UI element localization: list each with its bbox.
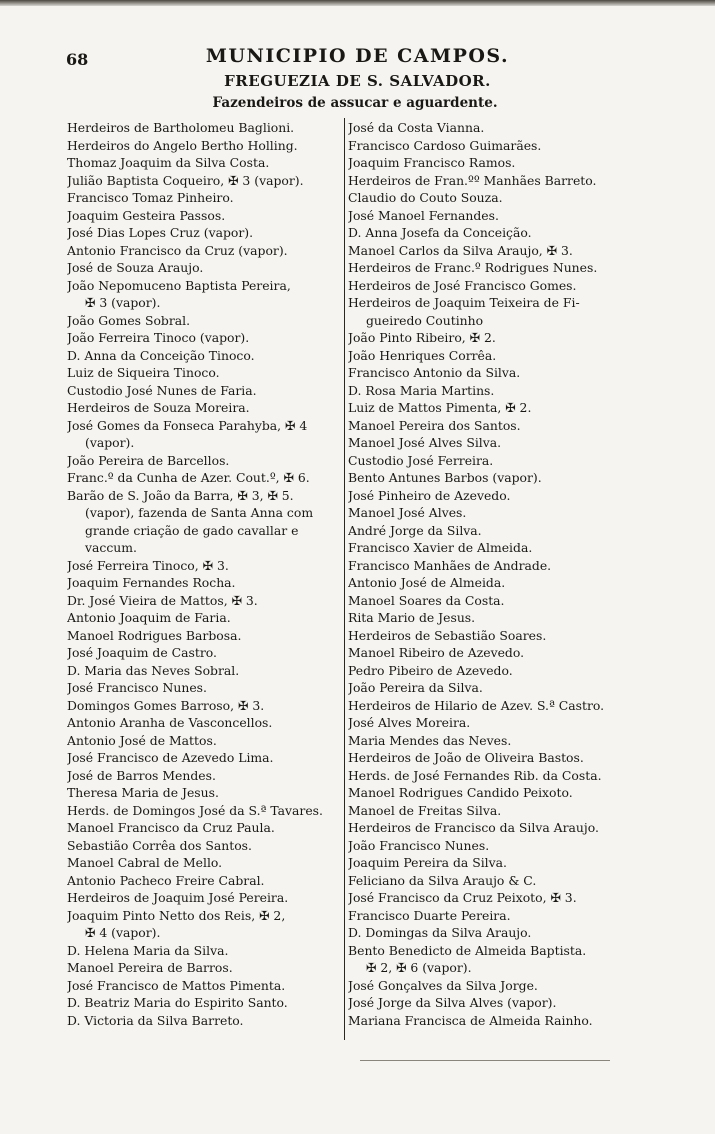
- list-item: Herdeiros de Sebastião Soares.: [348, 627, 547, 643]
- list-item: grande criação de gado cavallar e: [85, 522, 299, 538]
- list-item: Dr. José Vieira de Mattos, ✠ 3.: [67, 592, 258, 608]
- bottom-rule: [360, 1060, 610, 1061]
- list-item: José Gomes da Fonseca Parahyba, ✠ 4: [67, 417, 308, 433]
- list-item: Domingos Gomes Barroso, ✠ 3.: [67, 697, 265, 713]
- list-item: Antonio Joaquim de Faria.: [67, 610, 231, 625]
- list-item: Thomaz Joaquim da Silva Costa.: [67, 155, 270, 170]
- list-item: José Gonçalves da Silva Jorge.: [348, 977, 538, 993]
- list-item: José Francisco de Azevedo Lima.: [67, 750, 274, 765]
- page-title: MUNICIPIO DE CAMPOS.: [205, 45, 510, 67]
- section-heading: Fazendeiros de assucar e aguardente.: [212, 95, 498, 111]
- list-item: André Jorge da Silva.: [348, 522, 482, 538]
- list-item: Julião Baptista Coqueiro, ✠ 3 (vapor).: [67, 172, 304, 188]
- list-item: Joaquim Francisco Ramos.: [348, 155, 516, 170]
- list-item: (vapor), fazenda de Santa Anna com: [85, 505, 314, 520]
- list-item: Bento Antunes Barbos (vapor).: [348, 470, 542, 485]
- list-item: Manoel Pereira de Barros.: [67, 960, 233, 975]
- list-item: Manoel José Alves Silva.: [348, 435, 502, 450]
- list-item: Herdeiros de Bartholomeu Baglioni.: [67, 120, 295, 135]
- list-item: Herdeiros de Francisco da Silva Araujo.: [348, 820, 599, 835]
- list-item: José Francisco de Mattos Pimenta.: [67, 977, 286, 993]
- list-item: Rita Mario de Jesus.: [348, 610, 476, 625]
- list-item: Barão de S. João da Barra, ✠ 3, ✠ 5.: [67, 487, 294, 503]
- list-item: Joaquim Fernandes Rocha.: [67, 575, 236, 590]
- list-item: José Pinheiro de Azevedo.: [348, 487, 511, 503]
- list-item: Custodio José Nunes de Faria.: [67, 382, 257, 398]
- list-item: José Francisco da Cruz Peixoto, ✠ 3.: [348, 890, 577, 905]
- list-item: Manoel Rodrigues Barbosa.: [67, 627, 242, 643]
- list-item: Joaquim Pereira da Silva.: [348, 855, 507, 870]
- list-item: Herdeiros de Franc.º Rodrigues Nunes.: [348, 260, 598, 275]
- list-item: Manoel de Freitas Silva.: [348, 802, 502, 818]
- list-item: João Henriques Corrêa.: [348, 347, 497, 363]
- list-item: Francisco Antonio da Silva.: [348, 365, 521, 380]
- list-item: João Ferreira Tinoco (vapor).: [67, 330, 250, 345]
- list-item: Mariana Francisca de Almeida Rainho.: [348, 1012, 593, 1028]
- list-item: D. Anna Josefa da Conceição.: [348, 225, 532, 240]
- list-item: José Joaquim de Castro.: [67, 645, 217, 660]
- list-item: Antonio José de Mattos.: [67, 732, 217, 748]
- list-item: Manoel Rodrigues Candido Peixoto.: [348, 785, 573, 800]
- list-item: Manoel Pereira dos Santos.: [348, 417, 521, 433]
- list-item: Francisco Cardoso Guimarães.: [348, 137, 542, 153]
- list-item: Feliciano da Silva Araujo & C.: [348, 872, 537, 888]
- list-item: Manoel Soares da Costa.: [348, 592, 505, 608]
- list-item: (vapor).: [85, 435, 135, 450]
- list-item: gueiredo Coutinho: [366, 312, 484, 328]
- list-item: Manoel Carlos da Silva Araujo, ✠ 3.: [348, 242, 573, 258]
- list-item: José Francisco Nunes.: [67, 680, 207, 695]
- list-item: Francisco Manhães de Andrade.: [348, 557, 552, 573]
- list-item: Herdeiros de Joaquim José Pereira.: [67, 890, 289, 905]
- list-item: Herdeiros de José Francisco Gomes.: [348, 277, 577, 293]
- list-item: Manoel Cabral de Mello.: [67, 855, 223, 870]
- list-item: Antonio Pacheco Freire Cabral.: [67, 872, 265, 888]
- list-item: Herdeiros do Angelo Bertho Holling.: [67, 137, 298, 153]
- list-item: ✠ 3 (vapor).: [85, 295, 161, 310]
- list-item: ✠ 2, ✠ 6 (vapor).: [366, 960, 472, 975]
- right-column-list: [348, 119, 630, 1029]
- list-item: D. Rosa Maria Martins.: [348, 382, 495, 398]
- list-item: José Ferreira Tinoco, ✠ 3.: [67, 557, 229, 573]
- list-item: Maria Mendes das Neves.: [348, 732, 512, 748]
- list-item: D. Anna da Conceição Tinoco.: [67, 347, 255, 363]
- list-item: José Alves Moreira.: [348, 715, 471, 730]
- list-item: Luiz de Siqueira Tinoco.: [67, 365, 220, 380]
- list-item: D. Maria das Neves Sobral.: [67, 662, 240, 678]
- list-item: Bento Benedicto de Almeida Baptista.: [348, 942, 587, 958]
- list-item: Manoel Francisco da Cruz Paula.: [67, 820, 275, 835]
- list-item: Pedro Pibeiro de Azevedo.: [348, 662, 513, 678]
- list-item: João Pinto Ribeiro, ✠ 2.: [348, 330, 496, 345]
- list-item: João Pereira de Barcellos.: [67, 452, 230, 468]
- list-item: D. Domingas da Silva Araujo.: [348, 925, 532, 940]
- page-top-edge: [0, 0, 715, 6]
- list-item: Francisco Duarte Pereira.: [348, 907, 511, 923]
- list-item: Claudio do Couto Souza.: [348, 190, 503, 205]
- list-item: José Manoel Fernandes.: [348, 207, 499, 223]
- list-item: Joaquim Pinto Netto dos Reis, ✠ 2,: [67, 907, 286, 923]
- list-item: José de Souza Araujo.: [67, 260, 204, 275]
- list-item: D. Victoria da Silva Barreto.: [67, 1012, 244, 1028]
- list-item: D. Helena Maria da Silva.: [67, 942, 229, 958]
- list-item: Theresa Maria de Jesus.: [67, 785, 219, 800]
- list-item: João Gomes Sobral.: [67, 312, 191, 328]
- left-column-list: [67, 119, 341, 1029]
- list-item: Antonio Francisco da Cruz (vapor).: [67, 242, 288, 258]
- list-item: Manoel José Alves.: [348, 505, 467, 520]
- list-item: Sebastião Corrêa dos Santos.: [67, 837, 252, 853]
- list-item: vaccum.: [85, 540, 137, 555]
- list-item: Herds. de Domingos José da S.ª Tavares.: [67, 802, 323, 818]
- list-item: Franc.º da Cunha de Azer. Cout.º, ✠ 6.: [67, 470, 310, 485]
- list-item: Manoel Ribeiro de Azevedo.: [348, 645, 525, 660]
- list-item: Herdeiros de Hilario de Azev. S.ª Castro.: [348, 697, 605, 713]
- list-item: Herds. de José Fernandes Rib. da Costa.: [348, 767, 602, 783]
- list-item: José Jorge da Silva Alves (vapor).: [348, 995, 557, 1010]
- list-item: José da Costa Vianna.: [348, 120, 485, 135]
- list-item: Herdeiros de Souza Moreira.: [67, 400, 250, 415]
- list-item: José Dias Lopes Cruz (vapor).: [67, 225, 254, 240]
- list-item: João Pereira da Silva.: [348, 680, 483, 695]
- list-item: Francisco Xavier de Almeida.: [348, 540, 533, 555]
- list-item: João Francisco Nunes.: [348, 837, 490, 853]
- list-item: Antonio Aranha de Vasconcellos.: [67, 715, 273, 730]
- list-item: Herdeiros de João de Oliveira Bastos.: [348, 750, 584, 765]
- list-item: Joaquim Gesteira Passos.: [67, 207, 226, 223]
- page-number: 68: [66, 50, 89, 69]
- list-item: Francisco Tomaz Pinheiro.: [67, 190, 234, 205]
- column-divider: [344, 118, 345, 1040]
- list-item: José de Barros Mendes.: [67, 767, 216, 783]
- list-item: D. Beatriz Maria do Espirito Santo.: [67, 995, 288, 1010]
- list-item: Herdeiros de Fran.ºº Manhães Barreto.: [348, 172, 597, 188]
- list-item: Herdeiros de Joaquim Teixeira de Fi-: [348, 295, 580, 310]
- list-item: Custodio José Ferreira.: [348, 452, 494, 468]
- list-item: Luiz de Mattos Pimenta, ✠ 2.: [348, 400, 532, 415]
- list-item: Antonio José de Almeida.: [348, 575, 506, 590]
- list-item: ✠ 4 (vapor).: [85, 925, 161, 940]
- page-subtitle: FREGUEZIA DE S. SALVADOR.: [224, 72, 491, 90]
- list-item: João Nepomuceno Baptista Pereira,: [67, 277, 291, 293]
